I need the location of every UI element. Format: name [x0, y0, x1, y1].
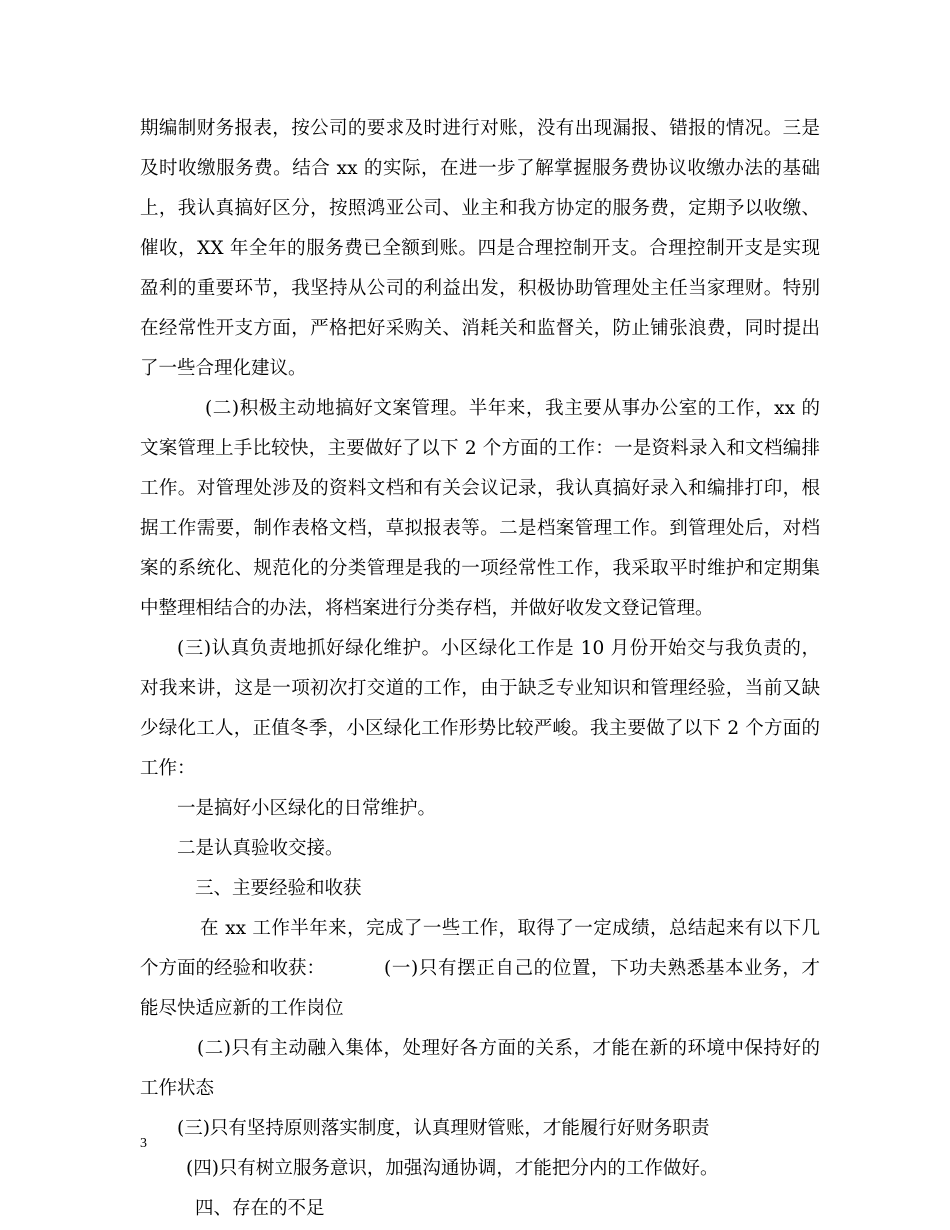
- paragraph-line: 个方面的经验和收获：: [140, 958, 326, 979]
- list-item: 二是认真验收交接。: [177, 838, 344, 859]
- paragraph-line: 及时收缴服务费。结合 xx 的实际，在进一步了解掌握服务费协议收缴办法的基础: [140, 158, 820, 179]
- paragraph-line: 工作状态: [140, 1078, 215, 1099]
- list-item: 一是搞好小区绿化的日常维护。: [177, 798, 437, 819]
- paragraph-line: 文案管理上手比较快，主要做好了以下 2 个方面的工作：一是资料录入和文档编排: [140, 438, 820, 459]
- paragraph-line: 中整理相结合的办法，将档案进行分类存档，并做好收发文登记管理。: [140, 598, 714, 619]
- paragraph-line: 对我来讲，这是一项初次打交道的工作，由于缺乏专业知识和管理经验，当前又缺: [140, 678, 820, 699]
- paragraph-line: 了一些合理化建议。: [140, 358, 307, 379]
- paragraph-line: 期编制财务报表，按公司的要求及时进行对账，没有出现漏报、错报的情况。三是: [140, 118, 820, 139]
- paragraph-line: 盈利的重要环节，我坚持从公司的利益出发，积极协助管理处主任当家理财。特别: [140, 278, 820, 299]
- paragraph-line: 催收，XX 年全年的服务费已全额到账。四是合理控制开支。合理控制开支是实现: [140, 238, 820, 259]
- chapter-heading: 四、存在的不足: [195, 1198, 325, 1219]
- paragraph-line: 案的系统化、规范化的分类管理是我的一项经常性工作，我采取平时维护和定期集: [140, 558, 820, 579]
- paragraph-line: 在经常性开支方面，严格把好采购关、消耗关和监督关，防止铺张浪费，同时提出: [140, 318, 820, 339]
- page-number: 3: [140, 1136, 147, 1151]
- paragraph-line: (四)只有树立服务意识，加强沟通协调，才能把分内的工作做好。: [186, 1158, 719, 1179]
- section-heading-2: (二)积极主动地搞好文案管理。半年来，我主要从事办公室的工作，xx 的: [205, 398, 820, 419]
- paragraph-line: (三)只有坚持原则落实制度，认真理财管账，才能履行好财务职责: [177, 1118, 710, 1139]
- chapter-heading: 三、主要经验和收获: [195, 878, 362, 899]
- paragraph-line: 工作。对管理处涉及的资料文档和有关会议记录，我认真搞好录入和编排打印，根: [140, 478, 820, 499]
- paragraph-line: 工作：: [140, 758, 196, 779]
- paragraph-line: 能尽快适应新的工作岗位: [140, 998, 344, 1019]
- paragraph-line: 少绿化工人，正值冬季，小区绿化工作形势比较严峻。我主要做了以下 2 个方面的: [140, 718, 820, 739]
- paragraph-line: 上，我认真搞好区分，按照鸿亚公司、业主和我方协定的服务费，定期予以收缴、: [140, 198, 820, 219]
- paragraph-line: 在 xx 工作半年来，完成了一些工作，取得了一定成绩，总结起来有以下几: [200, 918, 820, 939]
- paragraph-line: (二)只有主动融入集体，处理好各方面的关系，才能在新的环境中保持好的: [197, 1038, 820, 1059]
- paragraph-line: 据工作需要，制作表格文档，草拟报表等。二是档案管理工作。到管理处后，对档: [140, 518, 820, 539]
- paragraph-line: (一)只有摆正自己的位置，下功夫熟悉基本业务，才: [384, 958, 820, 979]
- section-heading-3: (三)认真负责地抓好绿化维护。小区绿化工作是 10 月份开始交与我负责的，: [177, 638, 820, 659]
